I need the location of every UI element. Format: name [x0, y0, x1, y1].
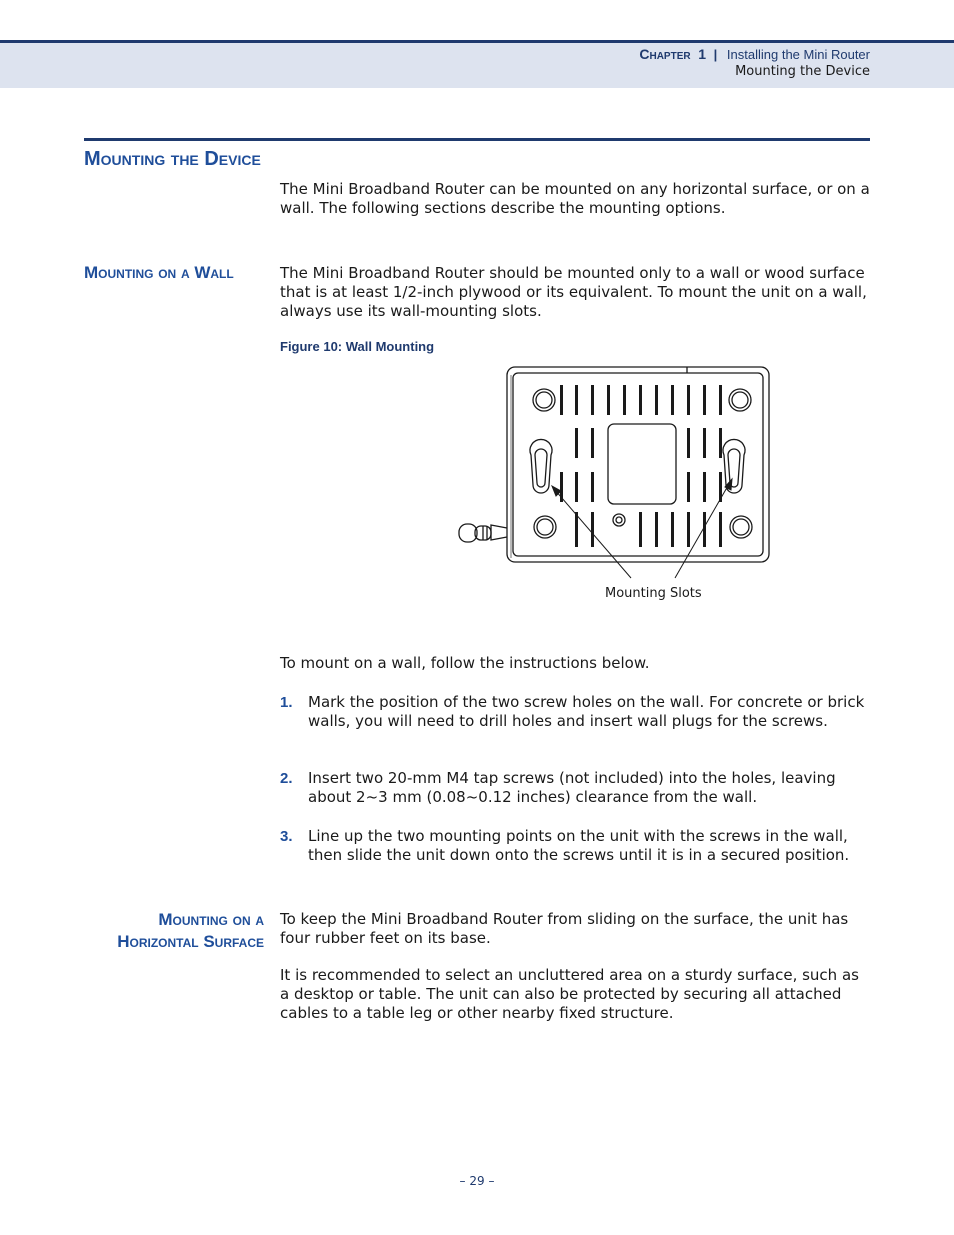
horizontal-mount-heading [84, 909, 264, 953]
section-rule [84, 138, 870, 141]
step-text: Mark the position of the two screw holes on the wall. For concrete or brick walls, you will need to drill holes and insert wall plugs for the screws. [308, 693, 865, 730]
instructions-intro: To mount on a wall, follow the instructions below. [280, 654, 650, 672]
step-number: 2. [280, 770, 293, 787]
chapter-title: Installing the Mini Router [726, 47, 870, 62]
chapter-word: Chapter [639, 46, 691, 62]
chapter-number: 1 [698, 46, 707, 62]
section-title: Mounting the Device [84, 148, 261, 170]
step-number: 1. [280, 694, 293, 711]
horizontal-heading-line1: Mounting on a [158, 910, 264, 929]
horizontal-heading-line2: Horizontal Surface [117, 932, 264, 951]
page-number: – 29 – [459, 1174, 495, 1188]
step-text: Insert two 20-mm M4 tap screws (not included) into the holes, leaving about 2~3 mm (0.08~0.12 inches) clearance from the wall. [308, 769, 836, 806]
horizontal-para-2: It is recommended to select an uncluttered area on a sturdy surface, such as a desktop or table. The unit can also be protected by securing all attached cables to a table leg or other nearby fixed structure. [280, 966, 859, 1022]
wall-mounting-figure [445, 360, 785, 610]
wall-mount-heading: Mounting on a Wall [84, 263, 234, 282]
running-header-section: Mounting the Device [735, 64, 870, 79]
chapter-separator: | [713, 47, 718, 62]
step-text: Line up the two mounting points on the unit with the screws in the wall, then slide the unit down onto the screws until it is in a secured position. [308, 827, 850, 864]
step-number: 3. [280, 828, 293, 845]
figure-label-mounting-slots: Mounting Slots [605, 586, 702, 601]
running-header-chapter [639, 46, 870, 62]
figure-caption: Figure 10: Wall Mounting [280, 339, 435, 354]
section-intro: The Mini Broadband Router can be mounted on any horizontal surface, or on a wall. The following sections describe the mounting options. [280, 180, 870, 217]
horizontal-para-1: To keep the Mini Broadband Router from sliding on the surface, the unit has four rubber feet on its base. [280, 910, 849, 947]
wall-mount-body: The Mini Broadband Router should be mounted only to a wall or wood surface that is at least 1/2-inch plywood or its equivalent. To mount the unit on a wall, always use its wall-mounting slots. [280, 264, 867, 320]
